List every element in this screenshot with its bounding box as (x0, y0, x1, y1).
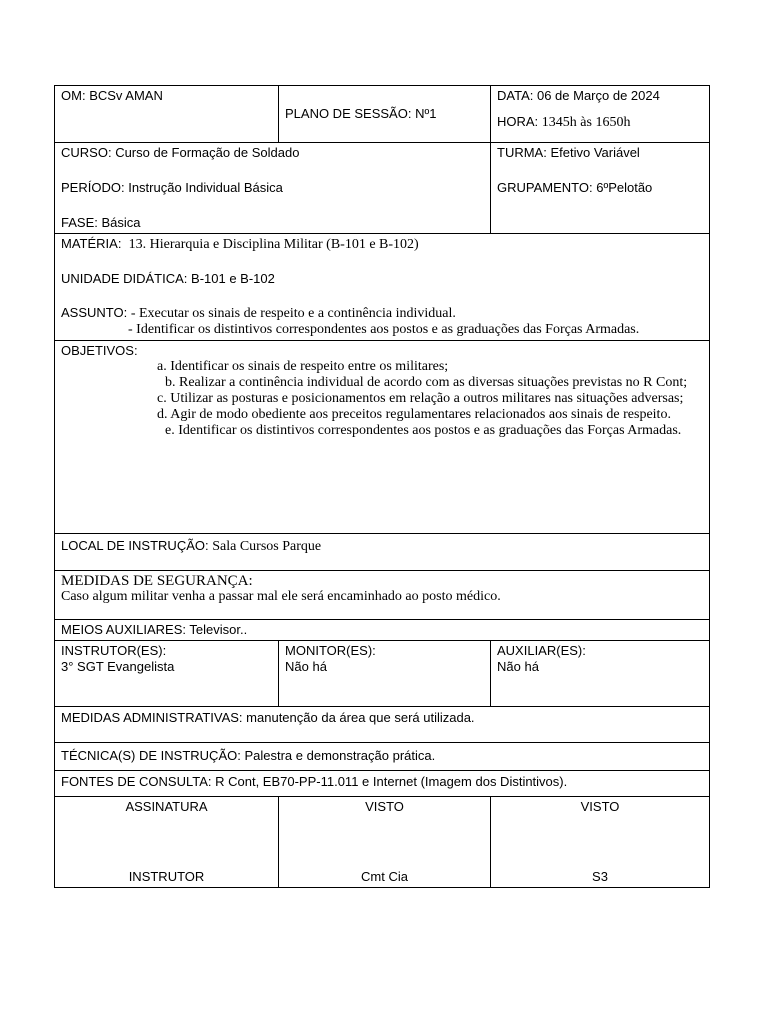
objetivo-d: d. Agir de modo obediente aos preceitos regulamentares relacionados aos sinais de respeito. (157, 407, 671, 422)
turma-value: Efetivo Variável (550, 145, 640, 160)
instrutor-label: INSTRUTOR(ES): (61, 643, 167, 658)
equipe-row (55, 641, 710, 707)
visto-cmt-cia: Cmt Cia (361, 869, 408, 884)
turma-cell (491, 143, 710, 234)
meios-value: Televisor.. (189, 622, 248, 637)
materia-cell (55, 234, 710, 341)
unidade-label: UNIDADE DIDÁTICA: (61, 271, 188, 286)
seguranca-row (55, 571, 710, 620)
fase-value: Básica (101, 215, 141, 230)
plano-value: Nº1 (415, 106, 437, 121)
administrativas-row (55, 707, 710, 743)
assunto-line-2: - Identificar os distintivos correspondentes aos postos e as graduações das Forças Armadas. (128, 322, 640, 337)
tecnica-cell (55, 743, 710, 771)
plano-label: PLANO DE SESSÃO: (285, 106, 412, 121)
objetivos-row (55, 341, 710, 534)
tecnica-value: Palestra e demonstração prática. (244, 748, 436, 763)
fontes-value: R Cont, EB70-PP-11.011 e Internet (Imagem dos Distintivos). (215, 774, 568, 789)
header-row (55, 86, 710, 143)
assunto-label: ASSUNTO: (61, 305, 128, 320)
assinatura-top: ASSINATURA (125, 799, 208, 814)
hora-value: 1345h às 1650h (541, 115, 631, 130)
auxiliar-value: Não há (497, 659, 539, 674)
visto-s3-cell (491, 797, 710, 888)
meios-row (55, 620, 710, 641)
meios-cell (55, 620, 710, 641)
meios-label: MEIOS AUXILIARES: (61, 622, 186, 637)
assunto-line-1: - Executar os sinais de respeito e a continência individual. (130, 306, 456, 321)
grupamento-label: GRUPAMENTO: (497, 180, 593, 195)
local-row (55, 534, 710, 571)
session-plan-table (54, 85, 710, 888)
tecnica-row (55, 743, 710, 771)
objetivos-label: OBJETIVOS: (61, 343, 138, 358)
data-value: 06 de Março de 2024 (536, 88, 660, 103)
seguranca-label: MEDIDAS DE SEGURANÇA: (61, 573, 253, 589)
auxiliar-cell (491, 641, 710, 707)
unidade-value: B-101 e B-102 (191, 271, 275, 286)
visto-top-1: VISTO (365, 799, 404, 814)
curso-row (55, 143, 710, 234)
periodo-value: Instrução Individual Básica (128, 180, 283, 195)
monitor-cell (279, 641, 491, 707)
curso-cell (55, 143, 491, 234)
local-cell (55, 534, 710, 571)
data-hora-cell (491, 86, 710, 143)
plano-cell (279, 86, 491, 143)
materia-row (55, 234, 710, 341)
fontes-label: FONTES DE CONSULTA: (61, 774, 212, 789)
objetivo-b: b. Realizar a continência individual de acordo com as diversas situações previstas no R Cont; (165, 375, 688, 390)
local-value: Sala Cursos Parque (212, 539, 322, 554)
monitor-value: Não há (285, 659, 327, 674)
assinaturas-row (55, 797, 710, 888)
seguranca-value: Caso algum militar venha a passar mal ele será encaminhado ao posto médico. (61, 589, 501, 604)
seguranca-cell (55, 571, 710, 620)
fontes-row (55, 771, 710, 797)
instrutor-cell (55, 641, 279, 707)
curso-value: Curso de Formação de Soldado (115, 145, 300, 160)
om-label: OM: (61, 88, 86, 103)
assinatura-instrutor-cell (55, 797, 279, 888)
tecnica-label: TÉCNICA(S) DE INSTRUÇÃO: (61, 748, 241, 763)
fase-label: FASE: (61, 215, 98, 230)
visto-cmt-cell (279, 797, 491, 888)
objetivo-e: e. Identificar os distintivos correspondentes aos postos e as graduações das Forças Armadas. (165, 423, 682, 438)
monitor-label: MONITOR(ES): (285, 643, 376, 658)
administrativas-value: manutenção da área que será utilizada. (246, 710, 475, 725)
turma-label: TURMA: (497, 145, 547, 160)
om-value: BCSv AMAN (89, 88, 163, 103)
visto-s3: S3 (592, 869, 608, 884)
materia-value: 13. Hierarquia e Disciplina Militar (B-101 e B-102) (128, 237, 419, 252)
fontes-cell (55, 771, 710, 797)
local-label: LOCAL DE INSTRUÇÃO: (61, 538, 209, 553)
visto-top-2: VISTO (580, 799, 620, 814)
hora-label: HORA: (497, 114, 539, 129)
objetivos-cell (55, 341, 710, 534)
objetivo-a: a. Identificar os sinais de respeito entre os militares; (157, 359, 449, 374)
administrativas-label: MEDIDAS ADMINISTRATIVAS: (61, 710, 243, 725)
periodo-label: PERÍODO: (61, 180, 125, 195)
instrutor-value: 3° SGT Evangelista (61, 659, 175, 674)
curso-label: CURSO: (61, 145, 112, 160)
data-label: DATA: (497, 88, 534, 103)
administrativas-cell (55, 707, 710, 743)
om-cell (55, 86, 279, 143)
objetivo-c: c. Utilizar as posturas e posicionamentos em relação a outros militares nas situações adversas; (157, 391, 684, 406)
auxiliar-label: AUXILIAR(ES): (497, 643, 586, 658)
grupamento-value: 6ºPelotão (596, 180, 653, 195)
assinatura-instrutor: INSTRUTOR (128, 869, 205, 884)
materia-label: MATÉRIA: (61, 236, 122, 251)
